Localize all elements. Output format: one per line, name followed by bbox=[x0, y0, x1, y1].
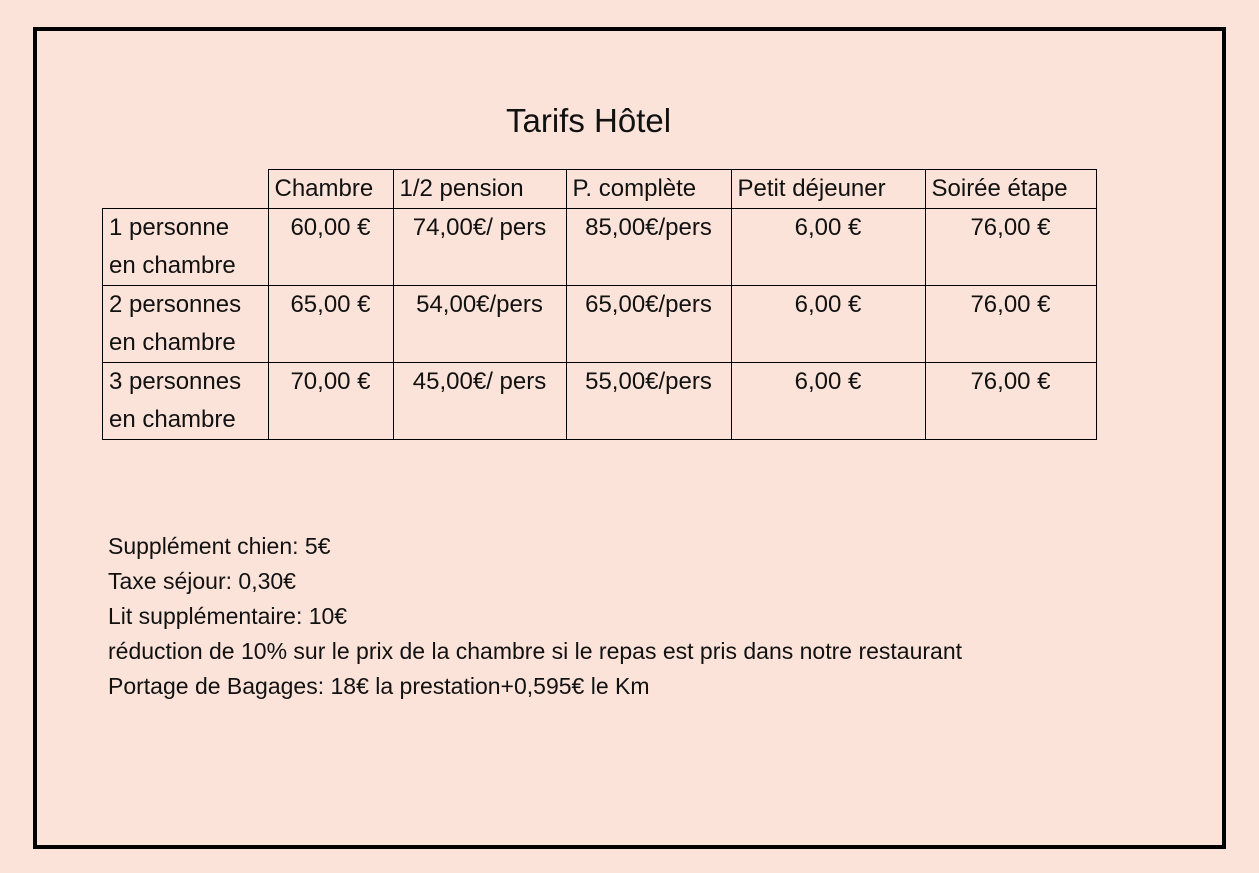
cell-soiree-etape: 76,00 € bbox=[925, 286, 1096, 363]
cell-petit-dejeuner: 6,00 € bbox=[731, 209, 925, 286]
table-row bbox=[103, 209, 1097, 286]
cell-pension-complete: 85,00€/pers bbox=[566, 209, 731, 286]
cell-chambre: 70,00 € bbox=[268, 363, 393, 440]
cell-pension-complete: 55,00€/pers bbox=[566, 363, 731, 440]
row-label bbox=[103, 363, 269, 440]
cell-petit-dejeuner: 6,00 € bbox=[731, 363, 925, 440]
row-label bbox=[103, 286, 269, 363]
row-label-line1: 3 personnes bbox=[109, 368, 242, 395]
cell-pension-complete: 65,00€/pers bbox=[566, 286, 731, 363]
cell-soiree-etape: 76,00 € bbox=[925, 209, 1096, 286]
cell-demi-pension: 74,00€/ pers bbox=[393, 209, 566, 286]
note-taxe-sejour: Taxe séjour: 0,30€ bbox=[108, 568, 296, 594]
note-lit-supplementaire: Lit supplémentaire: 10€ bbox=[108, 603, 348, 629]
header-demi-pension: 1/2 pension bbox=[393, 170, 566, 209]
tariff-table bbox=[102, 169, 1097, 440]
header-pension-complete: P. complète bbox=[566, 170, 731, 209]
header-corner-cell bbox=[103, 170, 269, 209]
cell-demi-pension: 45,00€/ pers bbox=[393, 363, 566, 440]
cell-petit-dejeuner: 6,00 € bbox=[731, 286, 925, 363]
note-reduction: réduction de 10% sur le prix de la chambre si le repas est pris dans notre restaurant bbox=[108, 638, 962, 664]
page-title: Tarifs Hôtel bbox=[506, 102, 672, 139]
row-label-line2: en chambre bbox=[109, 252, 236, 279]
cell-chambre: 60,00 € bbox=[268, 209, 393, 286]
row-label-line2: en chambre bbox=[109, 406, 236, 433]
row-label-line1: 2 personnes bbox=[109, 291, 242, 318]
supplements-list bbox=[108, 529, 962, 704]
header-chambre: Chambre bbox=[268, 170, 393, 209]
table-row bbox=[103, 363, 1097, 440]
table-header-row bbox=[103, 170, 1097, 209]
cell-soiree-etape: 76,00 € bbox=[925, 363, 1096, 440]
row-label-line2: en chambre bbox=[109, 329, 236, 356]
row-label-line1: 1 personne bbox=[109, 214, 230, 241]
cell-demi-pension: 54,00€/pers bbox=[393, 286, 566, 363]
note-supplement-chien: Supplément chien: 5€ bbox=[108, 533, 331, 559]
header-petit-dejeuner: Petit déjeuner bbox=[731, 170, 925, 209]
row-label bbox=[103, 209, 269, 286]
table-row bbox=[103, 286, 1097, 363]
cell-chambre: 65,00 € bbox=[268, 286, 393, 363]
header-soiree-etape: Soirée étape bbox=[925, 170, 1096, 209]
note-portage-bagages: Portage de Bagages: 18€ la prestation+0,595€ le Km bbox=[108, 673, 650, 699]
